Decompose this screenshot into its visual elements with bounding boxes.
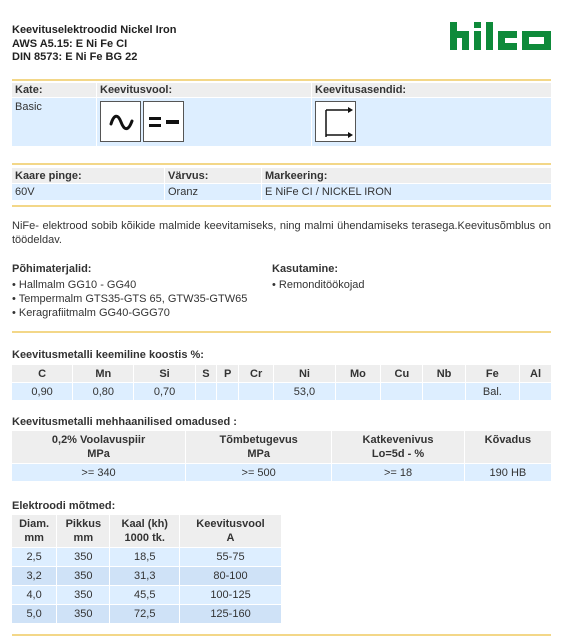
element-value (423, 383, 464, 400)
header-unit: MPa (247, 448, 270, 460)
aws-classification: AWS A5.15: E Ni Fe CI (12, 37, 128, 50)
diameter-header (12, 515, 56, 547)
weight-value: 31,3 (110, 567, 179, 585)
yield-strength-value: >= 340 (12, 464, 185, 481)
element-value (239, 383, 273, 400)
diameter-value: 3,2 (12, 567, 56, 585)
current-range-value: 80-100 (180, 567, 281, 585)
weight-value: 72,5 (110, 605, 179, 623)
length-value: 350 (57, 548, 109, 566)
list-item: • Hallmalm GG10 - GG40 (12, 279, 137, 291)
arc-voltage-value: 60V (12, 184, 164, 200)
divider (12, 331, 551, 333)
element-header: S (196, 365, 217, 382)
weight-value: 18,5 (110, 548, 179, 566)
header-line: Tõmbetugevus (219, 434, 298, 446)
element-header: P (217, 365, 238, 382)
color-value: Oranz (165, 184, 261, 200)
header-line: Katkevenivus (362, 434, 434, 446)
element-value (196, 383, 217, 400)
header-line: Keevitusvool (196, 518, 265, 530)
current-icons-cell (97, 98, 311, 146)
tensile-strength-header (186, 431, 331, 463)
hardness-value: 190 HB (465, 464, 551, 481)
header-line: Kaal (kh) (121, 518, 168, 530)
chemical-title: Keevitusmetalli keemiline koostis %: (12, 349, 204, 361)
current-header: Keevitusvool: (97, 83, 311, 97)
length-header (57, 515, 109, 547)
diameter-value: 4,0 (12, 586, 56, 604)
diameter-value: 2,5 (12, 548, 56, 566)
table-row (12, 567, 281, 585)
header-line: 0,2% Voolavuspiir (51, 434, 146, 446)
divider (12, 634, 551, 636)
mechanical-properties-table (11, 430, 552, 482)
element-header: Fe (466, 365, 519, 382)
positions-header: Keevitusasendid: (312, 83, 551, 97)
ac-sine-icon (100, 101, 141, 142)
chemical-composition-table (11, 364, 552, 401)
header-unit: 1000 tk. (124, 532, 165, 544)
element-value: 53,0 (274, 383, 334, 400)
hardness-header (465, 431, 551, 463)
element-header: Cr (239, 365, 273, 382)
element-header: Nb (423, 365, 464, 382)
length-value: 350 (57, 605, 109, 623)
table-row (12, 548, 281, 566)
header-unit: mm (73, 532, 94, 544)
product-title: Keevituselektroodid Nickel Iron (12, 24, 177, 36)
color-header: Värvus: (165, 168, 261, 183)
element-value (336, 383, 381, 400)
list-item: • Keragrafiitmalm GG40-GGG70 (12, 307, 170, 319)
element-header: Mn (73, 365, 133, 382)
header-unit: MPa (87, 448, 110, 460)
header-line: Diam. (19, 518, 50, 530)
element-header: Mo (336, 365, 381, 382)
table-row (12, 605, 281, 623)
positions-icons-cell (312, 98, 551, 146)
element-header: Al (520, 365, 551, 382)
electrode-dimensions-table (11, 514, 282, 624)
base-materials-list (12, 278, 247, 320)
marking-value: E NiFe CI / NICKEL IRON (262, 184, 551, 200)
element-value: Bal. (466, 383, 519, 400)
list-item: • Remonditöökojad (272, 279, 365, 291)
element-header: Ni (274, 365, 334, 382)
element-value: 0,80 (73, 383, 133, 400)
element-header: Cu (381, 365, 422, 382)
list-item: • Tempermalm GTS35-GTS 65, GTW35-GTW65 (12, 293, 248, 305)
header-unit: A (226, 532, 235, 544)
base-materials-title: Põhimaterjalid: (12, 263, 92, 275)
arc-color-marking-table (11, 167, 552, 201)
din-classification: DIN 8573: E Ni Fe BG 22 (12, 51, 138, 63)
dimensions-title: Elektroodi mõtmed: (12, 500, 116, 512)
current-range-header (180, 515, 281, 547)
welding-position-icon (315, 101, 356, 142)
header-line: Kõvadus (484, 434, 532, 446)
current-range-value: 55-75 (180, 548, 281, 566)
elongation-header (332, 431, 464, 463)
dc-minus-icon (143, 101, 184, 142)
coating-header: Kate: (12, 83, 96, 97)
element-value: 0,70 (134, 383, 194, 400)
usage-list (272, 278, 365, 292)
length-value: 350 (57, 567, 109, 585)
divider (12, 79, 551, 81)
divider (12, 163, 551, 165)
header-line: Pikkus (65, 518, 102, 530)
coating-current-table (11, 82, 552, 147)
current-range-value: 125-160 (180, 605, 281, 623)
mechanical-title: Keevitusmetalli mehhaanilised omadused : (12, 416, 237, 428)
header-unit: mm (24, 532, 44, 544)
yield-strength-header (12, 431, 185, 463)
element-value (381, 383, 422, 400)
usage-title: Kasutamine: (272, 263, 339, 275)
current-range-value: 100-125 (180, 586, 281, 604)
description-text: NiFe- elektrood sobib kõikide malmide keevitamiseks, ning malmi ühendamiseks terasega.Keevitusõmblus on töödeldav. (12, 220, 551, 246)
coating-value: Basic (12, 98, 96, 146)
weight-value: 45,5 (110, 586, 179, 604)
divider (12, 205, 551, 207)
element-value (520, 383, 551, 400)
hilco-logo (450, 22, 551, 50)
table-row (12, 586, 281, 604)
element-header: C (12, 365, 72, 382)
marking-header: Markeering: (262, 168, 551, 183)
length-value: 350 (57, 586, 109, 604)
arc-voltage-header: Kaare pinge: (12, 168, 164, 183)
diameter-value: 5,0 (12, 605, 56, 623)
element-header: Si (134, 365, 194, 382)
elongation-value: >= 18 (332, 464, 464, 481)
tensile-strength-value: >= 500 (186, 464, 331, 481)
element-value: 0,90 (12, 383, 72, 400)
product-title-block (12, 24, 176, 65)
header-unit: Lo=5d - % (371, 448, 425, 460)
weight-header (110, 515, 179, 547)
element-value (217, 383, 238, 400)
